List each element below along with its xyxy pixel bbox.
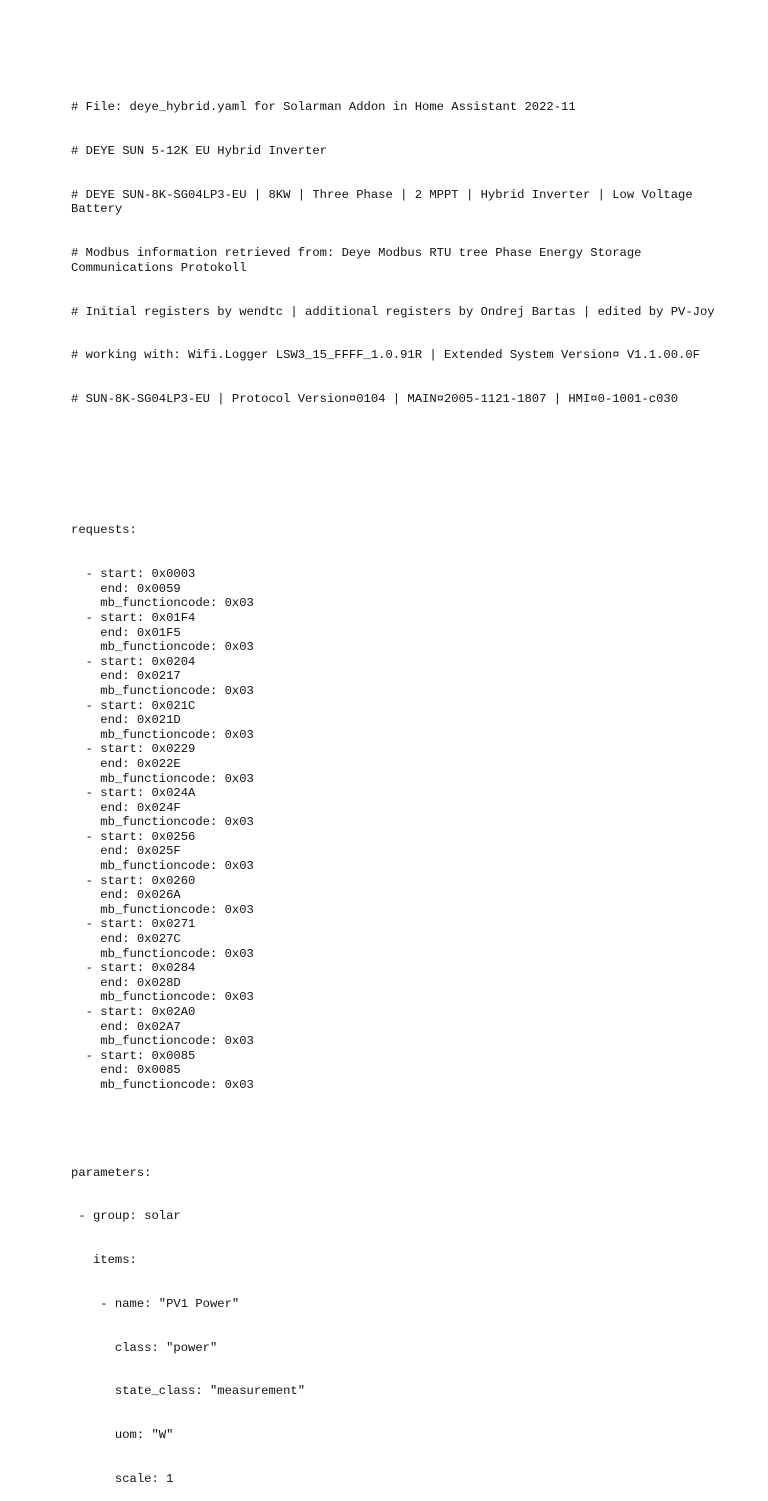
request-functioncode-line: mb_functioncode: 0x03 xyxy=(71,727,254,742)
items-key: items: xyxy=(71,1253,137,1268)
request-start-line: - start: 0x0271 xyxy=(71,917,196,932)
comment-line: # SUN-8K-SG04LP3-EU | Protocol Version¤0104 | MAIN¤2005-1121-1807 | HMI¤0-1001-c030 xyxy=(71,392,679,407)
request-functioncode-line: mb_functioncode: 0x03 xyxy=(71,1077,254,1092)
request-start-line: - start: 0x0284 xyxy=(71,961,196,976)
request-end-line: end: 0x025F xyxy=(71,844,181,859)
request-start-line: - start: 0x0260 xyxy=(71,873,196,888)
request-end-line: end: 0x0085 xyxy=(71,1063,181,1078)
request-start-line: - start: 0x0085 xyxy=(71,1048,196,1063)
param-uom-line: uom: "W" xyxy=(71,1428,174,1443)
request-functioncode-line: mb_functioncode: 0x03 xyxy=(71,771,254,786)
request-end-line: end: 0x027C xyxy=(71,932,181,947)
param-class-line: class: "power" xyxy=(71,1340,218,1355)
request-start-line: - start: 0x0229 xyxy=(71,742,196,757)
comment-line: # DEYE SUN-8K-SG04LP3-EU | 8KW | Three Phase | 2 MPPT | Hybrid Inverter | Low Voltage Battery xyxy=(71,187,700,217)
request-start-line: - start: 0x01F4 xyxy=(71,610,196,625)
request-start-line: - start: 0x0003 xyxy=(71,567,196,582)
request-functioncode-line: mb_functioncode: 0x03 xyxy=(71,683,254,698)
request-end-line: end: 0x022E xyxy=(71,756,181,771)
request-start-line: - start: 0x021C xyxy=(71,698,196,713)
request-functioncode-line: mb_functioncode: 0x03 xyxy=(71,815,254,830)
request-end-line: end: 0x0059 xyxy=(71,581,181,596)
comment-line: # Modbus information retrieved from: Deye Modbus RTU tree Phase Energy Storage Communications Protokoll xyxy=(71,246,649,275)
comment-line: # DEYE SUN 5-12K EU Hybrid Inverter xyxy=(71,143,327,158)
request-end-line: end: 0x021D xyxy=(71,713,181,728)
param-scale-line: scale: 1 xyxy=(71,1472,174,1486)
request-end-line: end: 0x026A xyxy=(71,888,181,903)
request-functioncode-line: mb_functioncode: 0x03 xyxy=(71,902,254,917)
request-end-line: end: 0x024F xyxy=(71,800,181,815)
request-end-line: end: 0x01F5 xyxy=(71,625,181,640)
request-end-line: end: 0x0217 xyxy=(71,669,181,684)
request-start-line: - start: 0x024A xyxy=(71,786,196,801)
requests-key: requests: xyxy=(71,523,137,538)
request-functioncode-line: mb_functioncode: 0x03 xyxy=(71,640,254,655)
request-functioncode-line: mb_functioncode: 0x03 xyxy=(71,990,254,1005)
request-end-line: end: 0x028D xyxy=(71,975,181,990)
request-functioncode-line: mb_functioncode: 0x03 xyxy=(71,859,254,874)
requests-list xyxy=(71,567,731,1092)
group-line: - group: solar xyxy=(71,1209,181,1224)
yaml-document xyxy=(71,71,731,1501)
param-state-class-line: state_class: "measurement" xyxy=(71,1384,306,1399)
request-start-line: - start: 0x02A0 xyxy=(71,1005,196,1019)
request-end-line: end: 0x02A7 xyxy=(71,1019,181,1034)
request-functioncode-line: mb_functioncode: 0x03 xyxy=(71,596,254,611)
request-start-line: - start: 0x0256 xyxy=(71,829,196,844)
comment-line: # File: deye_hybrid.yaml for Solarman Addon in Home Assistant 2022-11 xyxy=(71,100,576,115)
request-functioncode-line: mb_functioncode: 0x03 xyxy=(71,1034,254,1049)
param-name-line: - name: "PV1 Power" xyxy=(71,1296,240,1311)
comment-line: # Initial registers by wendtc | additional registers by Ondrej Bartas | edited by PV-Joy xyxy=(71,304,715,319)
parameters-key: parameters: xyxy=(71,1165,152,1180)
request-functioncode-line: mb_functioncode: 0x03 xyxy=(71,946,254,961)
comment-line: # working with: Wifi.Logger LSW3_15_FFFF_1.0.91R | Extended System Version¤ V1.1.00.0F xyxy=(71,348,700,363)
request-start-line: - start: 0x0204 xyxy=(71,654,196,669)
